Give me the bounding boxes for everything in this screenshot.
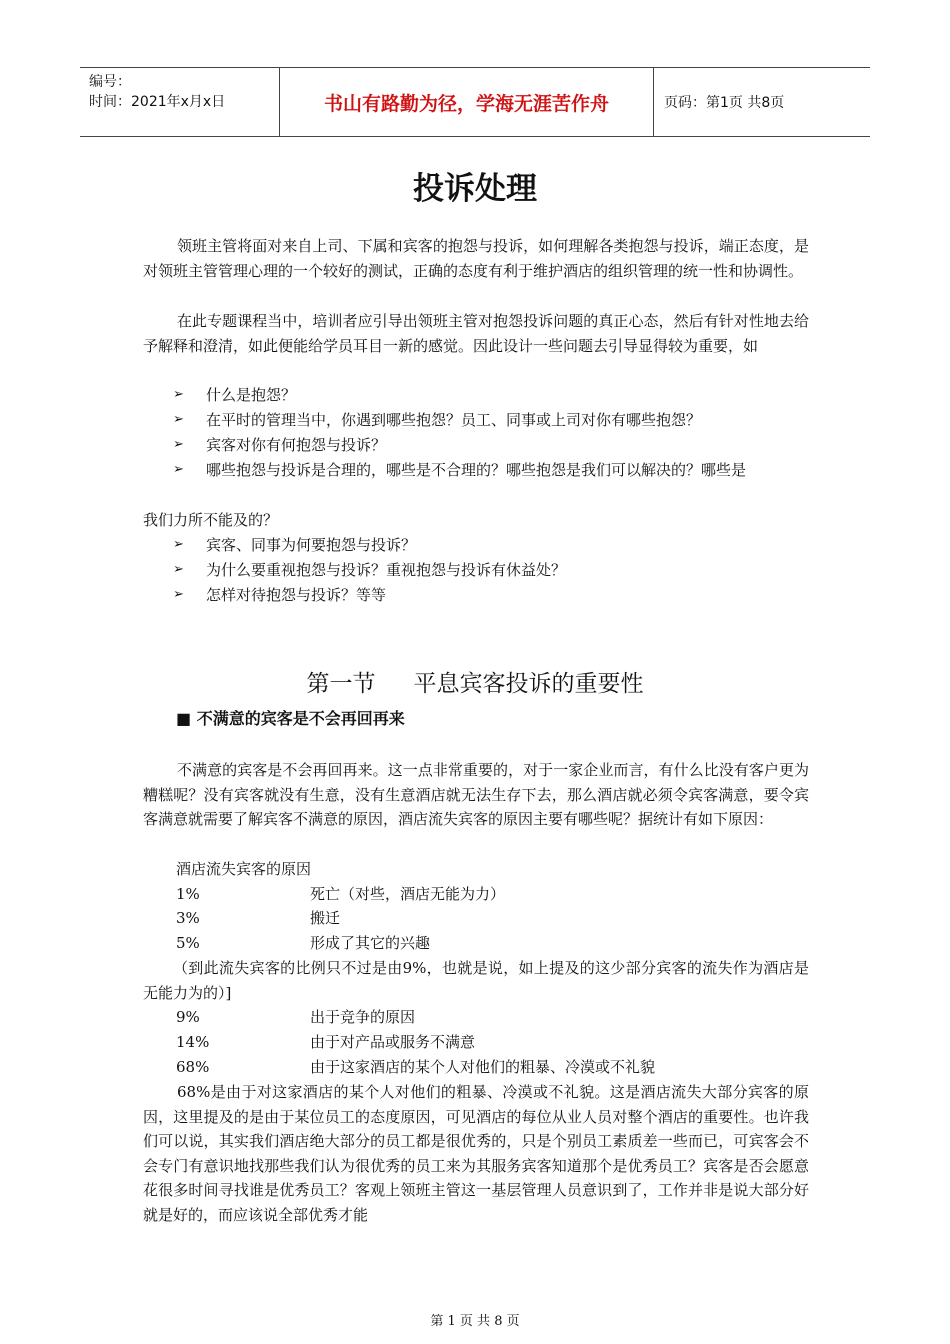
reason-percent: 5% xyxy=(176,934,200,952)
arrow-bullet-icon: ➢ xyxy=(173,462,184,477)
reason-percent: 1% xyxy=(176,885,200,903)
header-page-info: 页码：第1页 共8页 xyxy=(664,95,785,111)
bullet-item: ➢ 宾客、同事为何要抱怨与投诉？ xyxy=(173,533,813,558)
reason-text: 由于这家酒店的某个人对他们的粗暴、冷漠或不礼貌 xyxy=(310,1058,656,1076)
section-heading xyxy=(0,665,950,698)
body-paragraph-1: 不满意的宾客是不会再回再来。这一点非常重要的，对于一家企业而言，有什么比没有客户更为糟糕呢？没有宾客就没有生意，没有生意酒店就无法生存下去，那么酒店就必须令宾客满意，要令宾客满意就需要了解宾客不满意的原因，酒店流失宾客的原因主要有哪些呢？据统计有如下原因： xyxy=(143,761,809,828)
bullet-continuation: 我们力所不能及的？ xyxy=(143,511,279,529)
arrow-bullet-icon: ➢ xyxy=(173,587,184,602)
body-paragraph-2: 68%是由于对这家酒店的某个人对他们的粗暴、冷漠或不礼貌。这是酒店流失大部分宾客的原因，这里提及的是由于某位员工的态度原因，可见酒店的每位从业人员对整个酒店的重要性。也许我们可以说，其实我们酒店绝大部分的员工都是很优秀的，只是个别员工素质差一些而已，可宾客会不会专门有意识地找那些我们认为很优秀的员工来为其服务宾客知道那个是优秀员工？宾客是否会愿意花很多时间寻找谁是优秀员工？客观上领班主管这一基层管理人员意识到了，工作并非是说大部分好就是好的，而应该说全部优秀才能 xyxy=(143,1083,809,1224)
section-number: 第一节 xyxy=(306,671,376,697)
reason-text: 出于竞争的原因 xyxy=(310,1008,416,1026)
bullet-item: ➢ 为什么要重视抱怨与投诉？重视抱怨与投诉有休益处？ xyxy=(173,558,813,583)
arrow-bullet-icon: ➢ xyxy=(173,437,184,452)
arrow-bullet-icon: ➢ xyxy=(173,537,184,552)
doc-number: 编号： xyxy=(89,74,131,90)
reason-text: 形成了其它的兴趣 xyxy=(310,934,431,952)
document-title: 投诉处理 xyxy=(413,171,537,207)
reason-percent: 68% xyxy=(176,1058,210,1076)
bullet-item: ➢ 哪些抱怨与投诉是合理的，哪些是不合理的？哪些抱怨是我们可以解决的？哪些是 xyxy=(173,458,813,483)
reason-row xyxy=(176,1005,415,1030)
reasons-note: （到此流失宾客的比例只不过是由9%，也就是说，如上提及的这少部分宾客的流失作为酒店是无能力为的）] xyxy=(143,959,809,1002)
arrow-bullet-icon: ➢ xyxy=(173,412,184,427)
reason-row xyxy=(176,1030,475,1055)
page-header xyxy=(80,67,870,137)
reasons-list-title: 酒店流失宾客的原因 xyxy=(176,860,312,878)
arrow-bullet-icon: ➢ xyxy=(173,387,184,402)
bullet-item: ➢ 怎样对待抱怨与投诉？等等 xyxy=(173,583,813,608)
reason-percent: 3% xyxy=(176,909,200,927)
reason-text: 由于对产品或服务不满意 xyxy=(310,1033,476,1051)
bullet-item: ➢ 在平时的管理当中，你遇到哪些抱怨？员工、同事或上司对你有哪些抱怨？ xyxy=(173,408,813,433)
page-footer: 第 1 页 共 8 页 xyxy=(430,1314,520,1329)
square-bullet-icon: ■ xyxy=(176,709,192,728)
intro-paragraph-2: 在此专题课程当中，培训者应引导出领班主管对抱怨投诉问题的真正心态，然后有针对性地去给予解释和澄清，如此便能给学员耳目一新的感觉。因此设计一些问题去引导显得较为重要，如 xyxy=(143,312,809,355)
reason-row xyxy=(176,906,340,931)
arrow-bullet-icon: ➢ xyxy=(173,562,184,577)
reason-percent: 9% xyxy=(176,1008,200,1026)
bullet-item: ➢ 什么是抱怨？ xyxy=(173,383,813,408)
reason-text: 死亡（对些，酒店无能为力） xyxy=(310,885,506,903)
intro-paragraph-1: 领班主管将面对来自上司、下属和宾客的抱怨与投诉，如何理解各类抱怨与投诉，端正态度，是对领班主管管理心理的一个较好的测试，正确的态度有利于维护酒店的组织管理的统一性和协调性。 xyxy=(143,237,809,280)
reason-text: 搬迁 xyxy=(310,909,341,927)
bullet-item: ➢ 宾客对你有何抱怨与投诉？ xyxy=(173,433,813,458)
reason-percent: 14% xyxy=(176,1033,210,1051)
reason-row xyxy=(176,1055,655,1080)
subheading: ■ 不满意的宾客是不会再回再来 xyxy=(176,709,405,728)
header-meta xyxy=(80,68,280,136)
doc-date: 时间：2021年x月x日 xyxy=(89,94,226,110)
section-name: 平息宾客投诉的重要性 xyxy=(413,671,644,697)
reason-row xyxy=(176,931,430,956)
reason-row xyxy=(176,882,505,907)
header-motto: 书山有路勤为径，学海无涯苦作舟 xyxy=(280,68,654,136)
